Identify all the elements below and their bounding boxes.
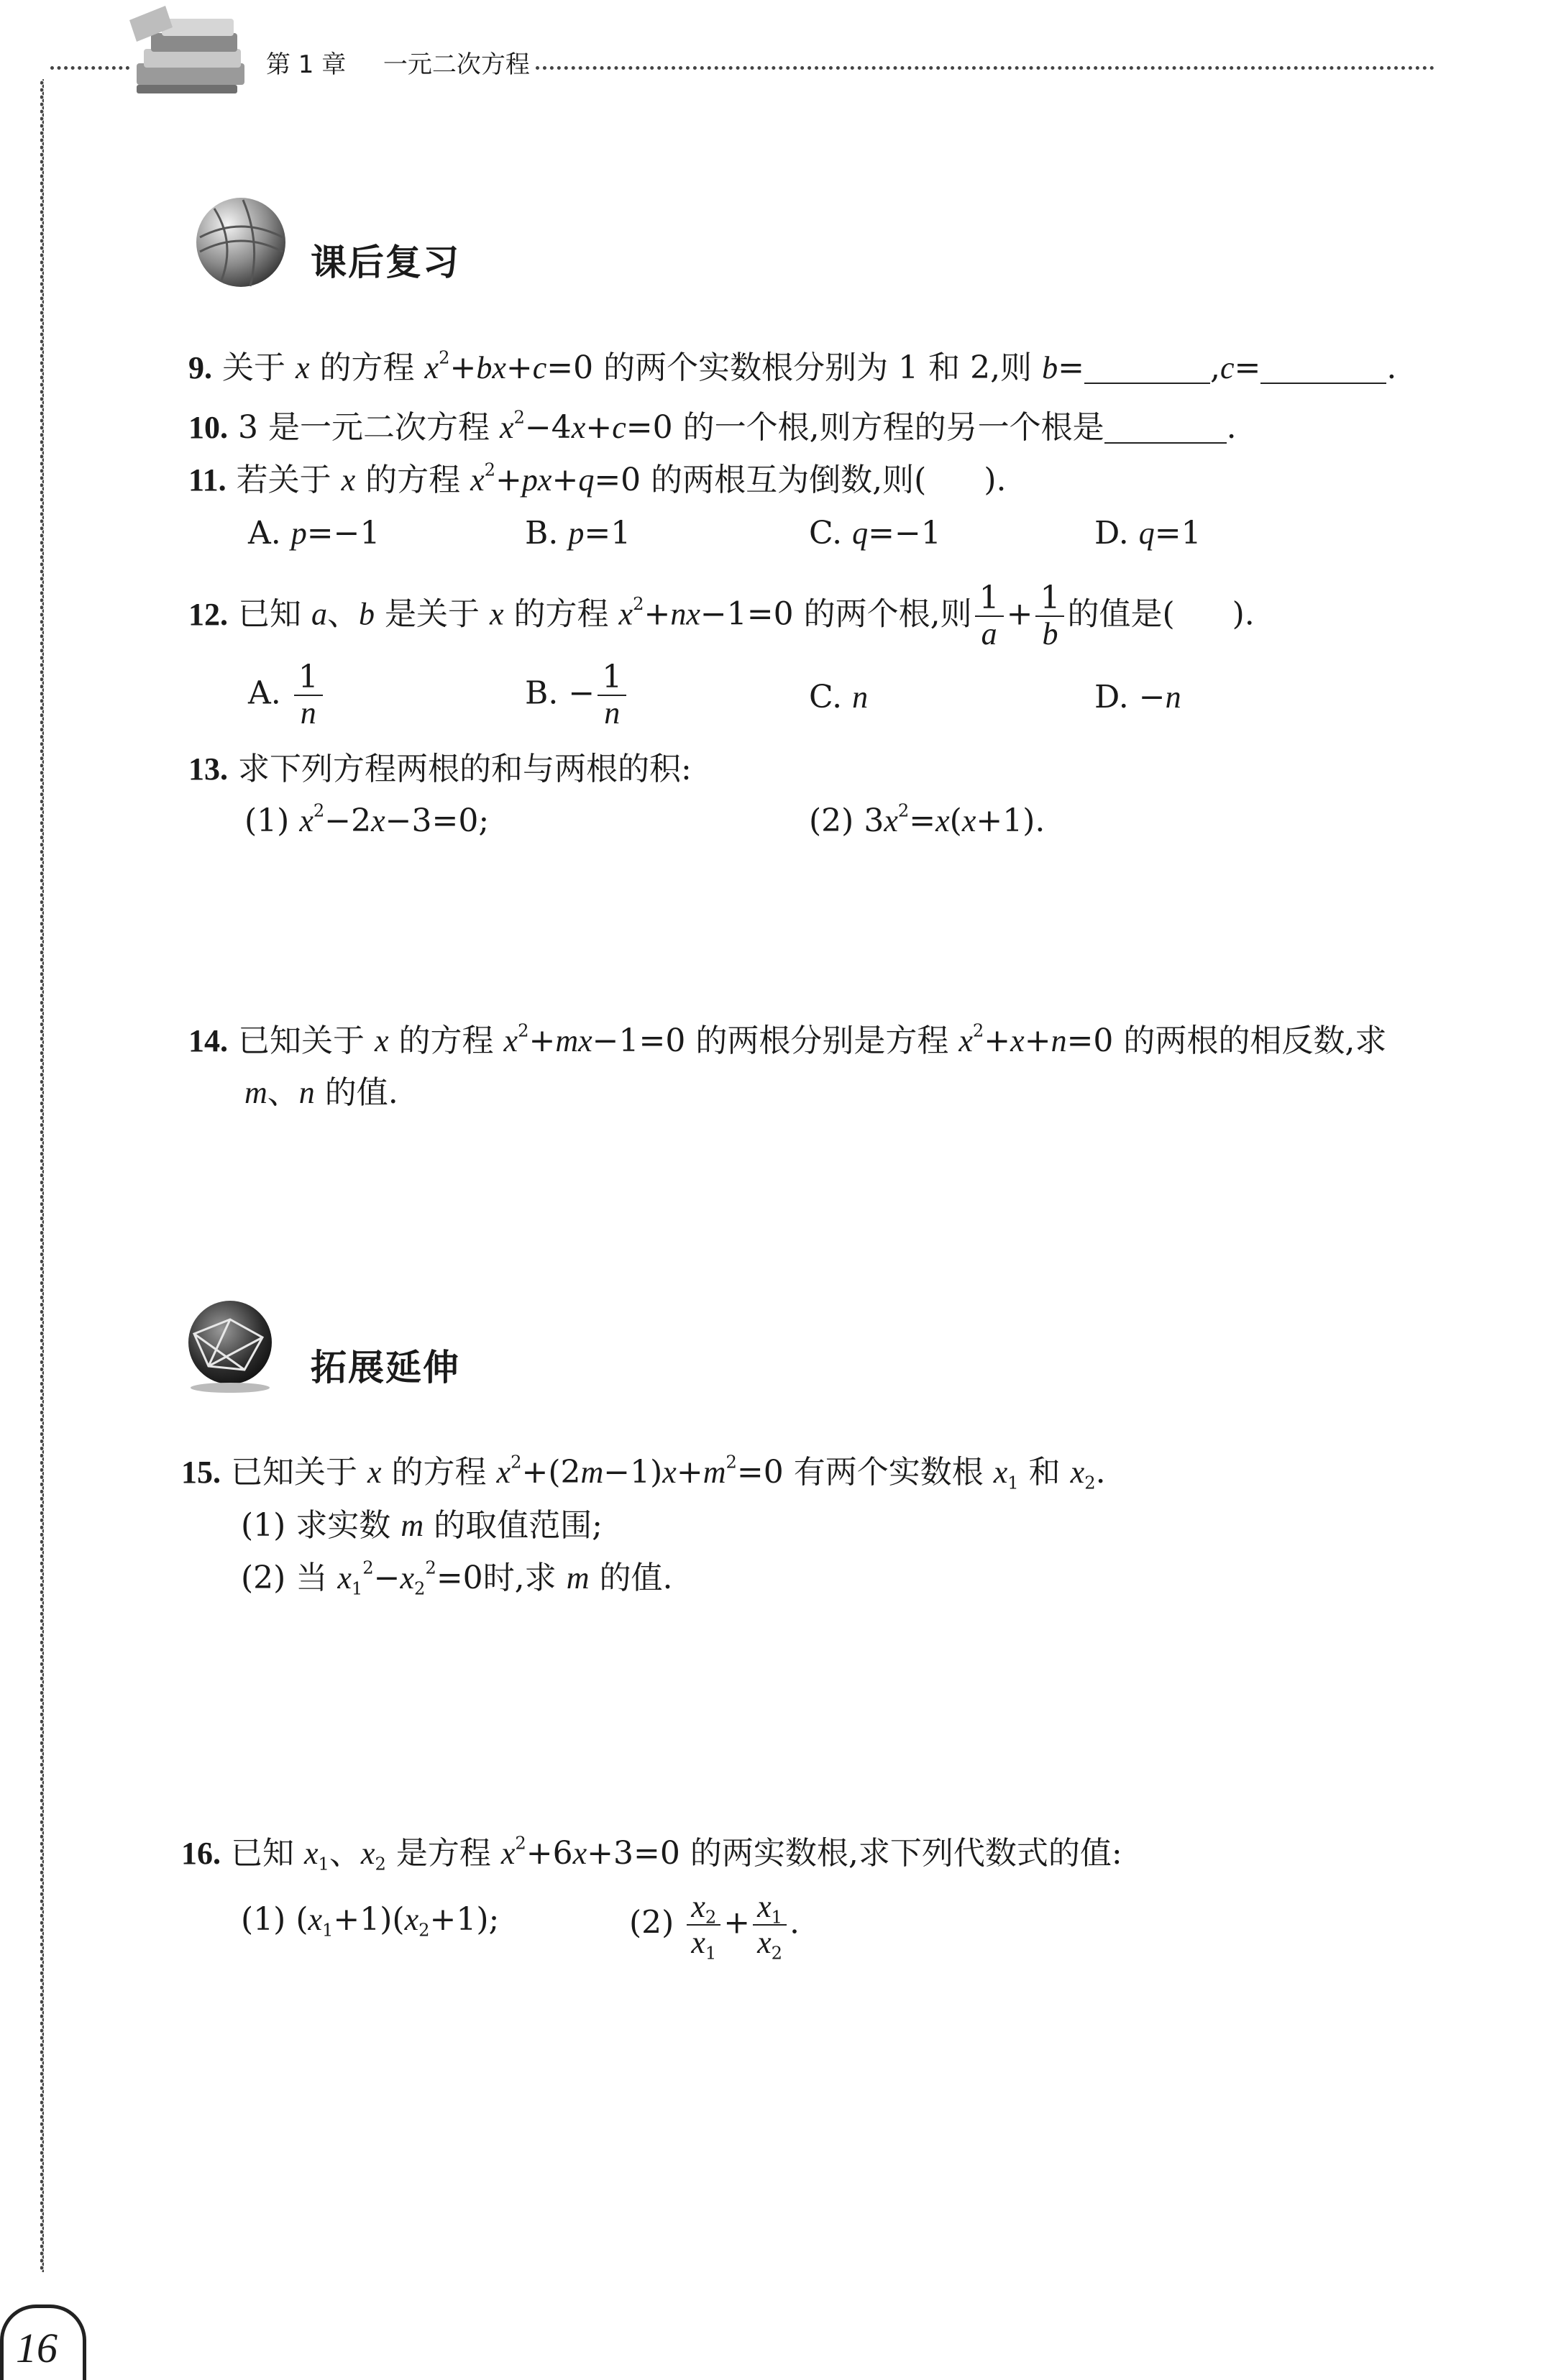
option-11-c[interactable]: C. q=−1 xyxy=(809,515,941,551)
question-16: 16. 已知 $x_1$、$x_2$ 是方程 $x^2+6x+3=0$ 的两实数根,求下列代数式的值: xyxy=(181,1833,1122,1875)
question-16-part-1: (1) $(x_1+1)(x_2+1)$; xyxy=(241,1901,500,1941)
question-16-part-2: (2) $\frac{x_2}{x_1}$ + $\frac{x_1}{x_2}$ . xyxy=(629,1889,800,1964)
answer-blank-b[interactable] xyxy=(1084,354,1210,384)
answer-blank-c[interactable] xyxy=(1260,354,1386,384)
globe-icon xyxy=(193,194,290,291)
network-globe-icon xyxy=(180,1298,280,1395)
answer-blank-other-root[interactable] xyxy=(1104,413,1227,444)
question-10: 10. 3 是一元二次方程 $x^2-4x+c=0$ 的一个根,则方程的另一个根是 . xyxy=(188,407,1237,446)
option-12-d[interactable]: D. −n xyxy=(1094,679,1181,715)
option-12-c[interactable]: C. n xyxy=(809,679,869,715)
question-13-part-1: (1) $x^2-2x-3=0$; xyxy=(244,800,490,839)
left-dotted-rule-top xyxy=(50,66,129,70)
option-11-a[interactable]: A. p=−1 xyxy=(248,515,380,551)
header-chapter xyxy=(266,45,530,80)
question-9: 9. 关于 x 的方程 $x^2+bx+c=0$ 的两个实数根分别为 1 和 2,则 b= ,c= . xyxy=(188,347,1397,386)
question-12: 12. 已知 a、b 是关于 x 的方程 $x^2+nx-1=0$ 的两个根,则 $\frac{1}{a}$ + $\frac{1}{b}$ 的值是( ). xyxy=(188,580,1255,651)
question-13-part-2: (2) $3x^2=x(x+1)$. xyxy=(809,800,1045,839)
header-dotted-rule xyxy=(536,66,1434,70)
option-11-d[interactable]: D. q=1 xyxy=(1094,515,1202,551)
chapter-number: 第 1 章 xyxy=(266,50,347,79)
question-15-part-2: (2) 当 $x_1^2-x_2^2=0$时,求 m 的值. xyxy=(241,1557,673,1599)
option-12-b[interactable]: B. − $\frac{1}{n}$ xyxy=(525,660,629,731)
left-dotted-margin xyxy=(40,79,44,2272)
question-14: 14. 已知关于 x 的方程 $x^2+mx-1=0$ 的两根分别是方程 $x^2+x+n=0$ 的两根的相反数,求 xyxy=(188,1020,1387,1059)
section-title-review: 课后复习 xyxy=(311,242,460,283)
option-12-a[interactable]: A. $\frac{1}{n}$ xyxy=(248,660,326,731)
question-11: 11. 若关于 x 的方程 $x^2+px+q=0$ 的两根互为倒数,则( ). xyxy=(188,459,1007,498)
chapter-title: 一元二次方程 xyxy=(383,50,530,79)
question-15: 15. 已知关于 x 的方程 $x^2+(2m-1)x+m^2=0$ 有两个实数根 $x_1$ 和 $x_2$. xyxy=(181,1452,1106,1493)
section-title-extension: 拓展延伸 xyxy=(311,1347,460,1388)
question-13: 13. 求下列方程两根的和与两根的积: xyxy=(188,751,692,787)
header-book-stack-icon xyxy=(122,6,259,106)
question-15-part-1: (1) 求实数 m 的取值范围; xyxy=(241,1507,603,1544)
page-number: 16 xyxy=(16,2325,58,2371)
question-14-line-2: m、n 的值. xyxy=(244,1074,398,1111)
option-11-b[interactable]: B. p=1 xyxy=(525,515,631,551)
